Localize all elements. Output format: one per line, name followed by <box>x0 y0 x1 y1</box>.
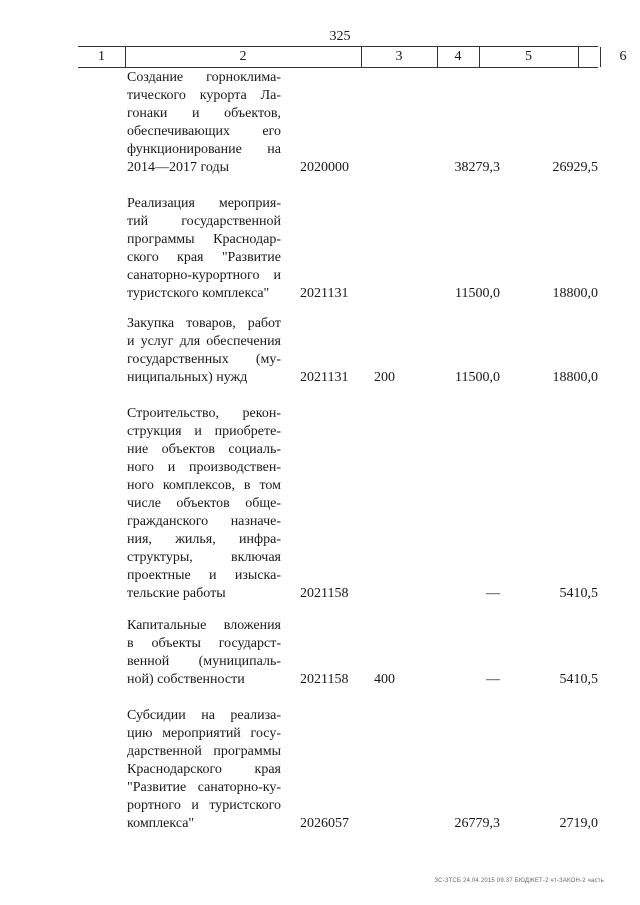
amount-col-6: 18800,0 <box>552 286 598 301</box>
description-line: обеспечивающих его <box>127 124 281 139</box>
description-line: 2014—2017 годы <box>127 160 230 175</box>
description-line: ского края "Развитие <box>127 250 281 265</box>
description-line: "Развитие санаторно-ку- <box>127 780 281 795</box>
amount-col-6: 5410,5 <box>559 672 598 687</box>
target-code: 2021158 <box>300 586 349 601</box>
amount-col-5: 11500,0 <box>455 286 500 301</box>
table-header-row <box>78 46 627 68</box>
description-line: ной) собственности <box>127 672 245 687</box>
expense-type: 200 <box>374 370 395 385</box>
description-line: ниципальных) нужд <box>127 370 248 385</box>
amount-col-5: — <box>486 672 500 687</box>
description-line: Краснодарского края <box>127 762 281 777</box>
description-line: ного комплексов, в том <box>127 478 281 493</box>
header-col-5: 5 <box>525 49 532 64</box>
description-line: ние объектов социаль- <box>127 442 281 457</box>
description-line: гонаки и объектов, <box>127 106 281 121</box>
description-line: Создание горноклима- <box>127 70 281 85</box>
description-line: гражданского назначе- <box>127 514 281 529</box>
header-col-3: 3 <box>395 49 403 64</box>
page-number: 325 <box>329 29 351 44</box>
description-line: Закупка товаров, работ <box>127 316 281 331</box>
description-line: струкция и приобрете- <box>127 424 281 439</box>
amount-col-6: 26929,5 <box>552 160 598 175</box>
amount-col-5: 11500,0 <box>455 370 500 385</box>
description-line: дарственной программы <box>127 744 281 759</box>
target-code: 2021131 <box>300 370 349 385</box>
row-description <box>127 69 281 177</box>
description-line: венной (муниципаль- <box>127 654 281 669</box>
description-line: Субсидии на реализа- <box>127 708 281 723</box>
amount-col-5: 26779,3 <box>454 816 500 831</box>
row-description <box>127 315 281 387</box>
expense-type: 400 <box>374 672 395 687</box>
description-line: функционирование на <box>127 142 281 157</box>
amount-col-6: 2719,0 <box>559 816 598 831</box>
amount-col-6: 5410,5 <box>559 586 598 601</box>
row-description <box>127 707 281 833</box>
description-line: Строительство, рекон- <box>127 406 281 421</box>
description-line: числе объектов обще- <box>127 496 281 511</box>
target-code: 2021131 <box>300 286 349 301</box>
header-col-6: 6 <box>619 49 627 64</box>
description-line: Капитальные вложения <box>127 618 281 633</box>
description-line: комплекса" <box>127 816 195 831</box>
description-line: в объекты государст- <box>127 636 281 651</box>
description-line: тий государственной <box>127 214 281 229</box>
amount-col-5: — <box>486 586 500 601</box>
description-line: тельские работы <box>127 586 226 601</box>
target-code: 2021158 <box>300 672 349 687</box>
description-line: ного и производствен- <box>127 460 281 475</box>
description-line: ния, жилья, инфра- <box>127 532 281 547</box>
amount-col-6: 18800,0 <box>552 370 598 385</box>
description-line: цию мероприятий госу- <box>127 726 281 741</box>
description-line: и услуг для обеспечения <box>127 334 281 349</box>
row-description <box>127 617 281 689</box>
header-right-border <box>600 47 601 67</box>
header-col-1: 1 <box>98 49 105 64</box>
description-line: санаторно-курортного и <box>127 268 281 283</box>
description-line: туристского комплекса" <box>127 286 270 301</box>
description-line: структуры, включая <box>127 550 281 565</box>
target-code: 2020000 <box>300 160 349 175</box>
header-col-2: 2 <box>239 49 247 64</box>
description-line: программы Краснодар- <box>127 232 281 247</box>
header-col-4: 4 <box>454 49 462 64</box>
description-line: рортного и туристского <box>127 798 281 813</box>
footer-stamp: ЗС-ЗТСБ 24.04.2015 09.37 БЮДЖЕТ-2 чт-ЗАКОН-2 часть <box>434 878 604 884</box>
row-description <box>127 195 281 303</box>
amount-col-5: 38279,3 <box>454 160 500 175</box>
description-line: Реализация мероприя- <box>127 196 281 211</box>
description-line: государственных (му- <box>127 352 281 367</box>
row-description <box>127 405 281 603</box>
target-code: 2026057 <box>300 816 349 831</box>
description-line: тического курорта Ла- <box>127 88 281 103</box>
description-line: проектные и изыска- <box>127 568 281 583</box>
